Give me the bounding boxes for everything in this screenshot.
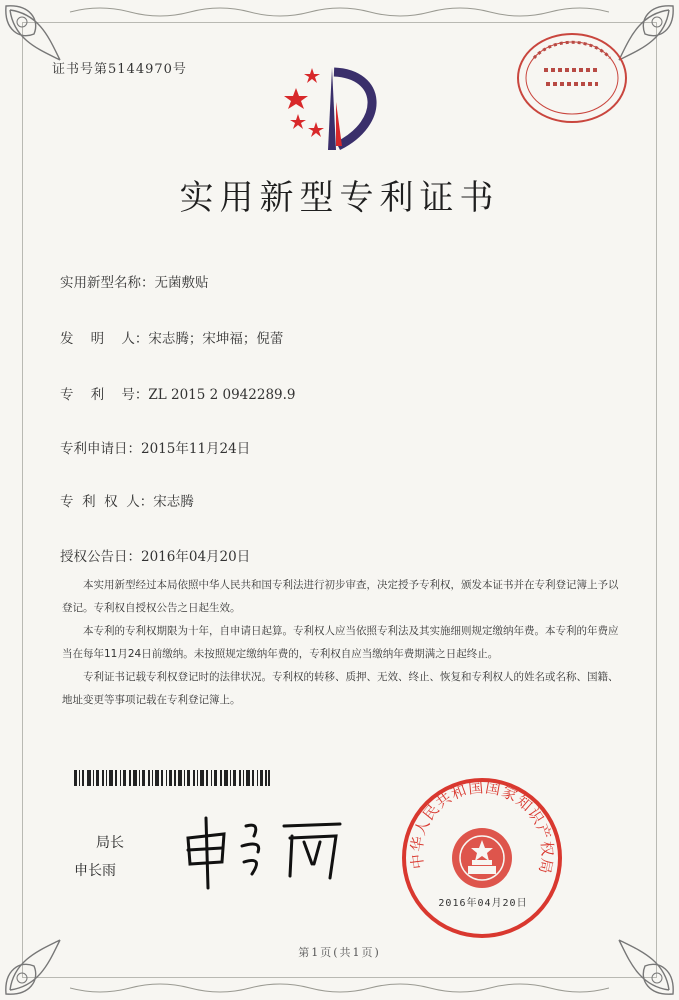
- inventor-label: 发 明 人：: [60, 331, 149, 347]
- seal-text: 中华人民共和国国家知识产权局: [407, 778, 557, 877]
- certificate-number: 证书号第5144970号: [52, 62, 187, 77]
- grant-date-label: 授权公告日：: [60, 549, 141, 565]
- patent-office-emblem-icon: [282, 62, 390, 154]
- patent-number-row: [60, 383, 296, 403]
- corner-ornament-bottom-left: [0, 930, 70, 1000]
- utility-model-name-row: [60, 271, 209, 291]
- page-number: 第1页(共1页): [298, 946, 381, 959]
- utility-model-name-value: 无菌敷贴: [154, 275, 209, 291]
- national-emblem-icon: [452, 828, 512, 888]
- body-paragraph-3: 专利证书记载专利权登记时的法律状况。专利权的转移、质押、无效、终止、恢复和专利权人的姓名或名称、国籍、地址变更等事项记载在专利登记簿上。: [62, 671, 619, 706]
- body-paragraph-1: 本实用新型经过本局依照中华人民共和国专利法进行初步审查，决定授予专利权，颁发本证书并在专利登记簿上予以登记。专利权自授权公告之日起生效。: [62, 579, 619, 614]
- patentee-value: 宋志腾: [153, 494, 194, 510]
- patent-number-value: ZL 2015 2 0942289.9: [148, 387, 296, 403]
- official-seal: [400, 776, 564, 940]
- inventor-row: [60, 327, 283, 347]
- top-ornament: [70, 4, 609, 20]
- grant-date-row: [60, 545, 250, 565]
- grant-date-value: 2016年04月20日: [141, 549, 251, 565]
- corner-ornament-bottom-right: [609, 930, 679, 1000]
- director-title: 局长: [96, 835, 124, 851]
- bottom-ornament: [70, 980, 609, 996]
- agency-stamp-top-right: [514, 28, 630, 128]
- certificate-title: 实用新型专利证书: [179, 178, 500, 218]
- patent-number-label: 专 利 号：: [60, 387, 149, 403]
- patentee-label: 专 利 权 人：: [60, 494, 154, 510]
- inventor-value: 宋志腾；宋坤福；倪蕾: [148, 331, 284, 347]
- seal-date: 2016年04月20日: [438, 898, 528, 909]
- body-paragraph-2: 本专利的专利权期限为十年，自申请日起算。专利权人应当依照专利法及其实施细则规定缴纳年费。本专利的年费应当在每年11月24日前缴纳。未按照规定缴纳年费的，专利权自应当缴纳年费期满之日起终止。: [62, 625, 619, 660]
- barcode-icon: [74, 770, 270, 786]
- director-signature: [180, 812, 350, 892]
- filing-date-label: 专利申请日：: [60, 441, 141, 457]
- filing-date-value: 2015年11月24日: [141, 441, 251, 457]
- utility-model-name-label: 实用新型名称：: [60, 275, 155, 291]
- filing-date-row: [60, 437, 250, 457]
- director-name: 申长雨: [74, 863, 116, 879]
- certificate-body: [62, 574, 622, 712]
- patentee-row: [60, 490, 194, 510]
